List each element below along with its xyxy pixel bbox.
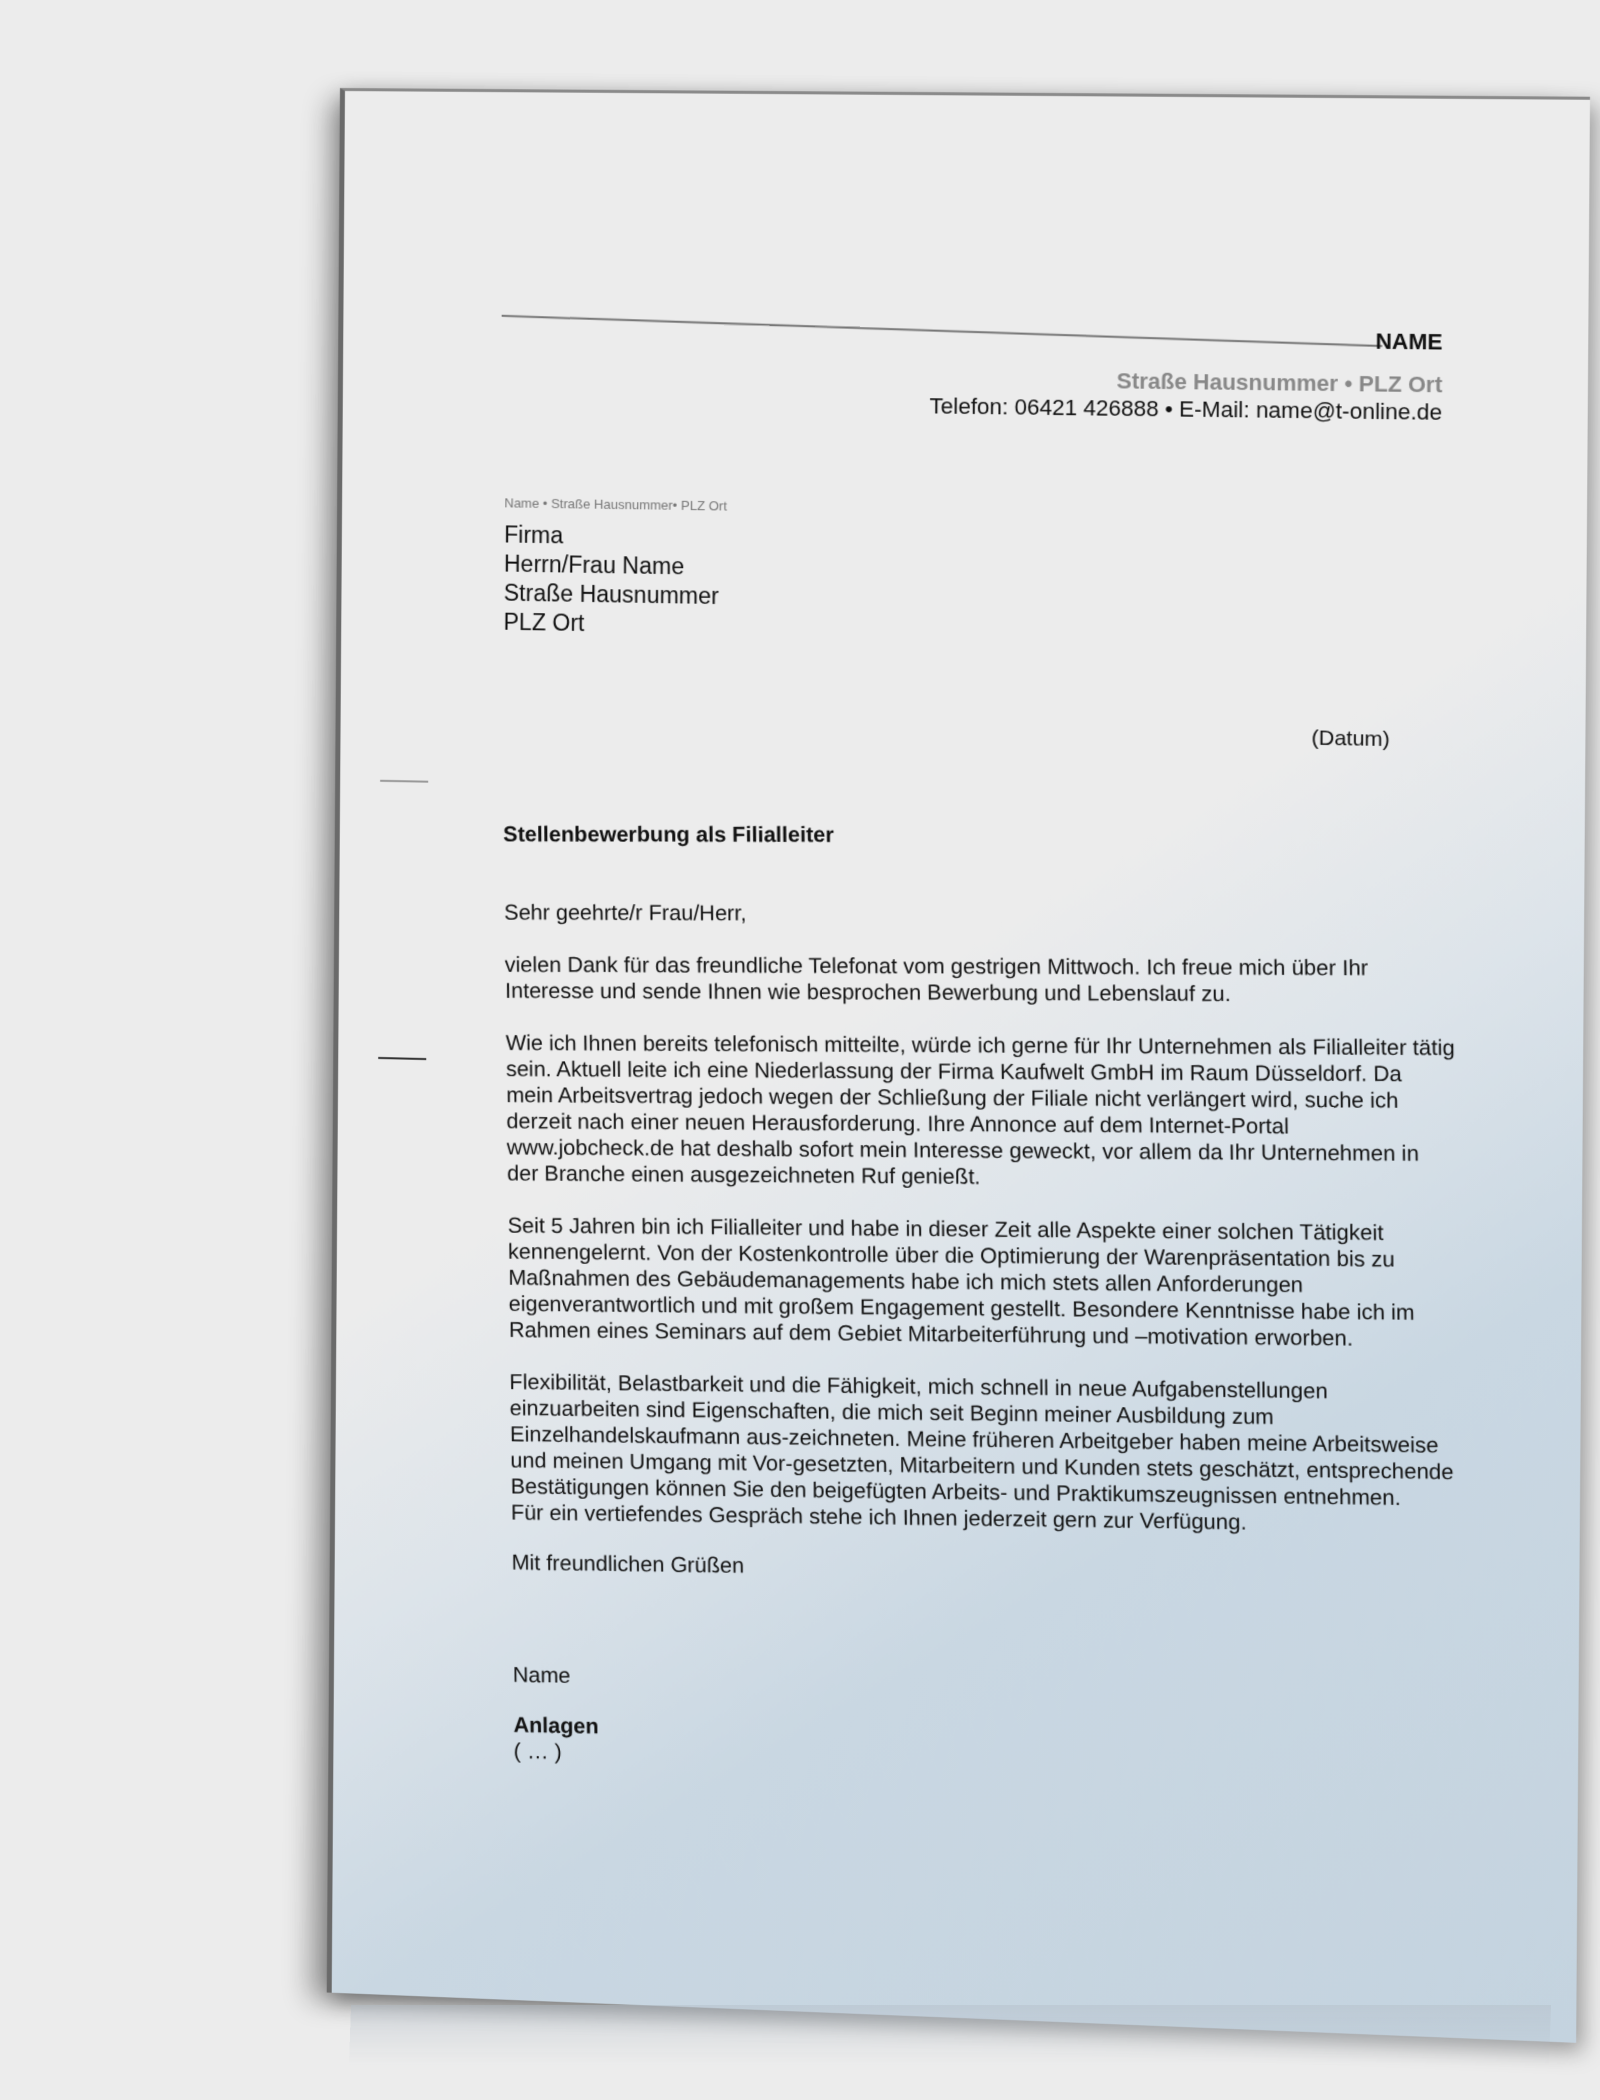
recipient-company: Firma	[504, 521, 564, 549]
signature-name: Name	[512, 1662, 571, 1688]
recipient-block	[503, 520, 719, 640]
sender-address: Straße Hausnummer • PLZ Ort	[1116, 368, 1443, 398]
enclosures-content: ( … )	[513, 1739, 562, 1765]
letter-subject: Stellenbewerbung als Filialleiter	[503, 822, 835, 847]
letter-paragraph: Seit 5 Jahren bin ich Filialleiter und habe in dieser Zeit alle Aspekte einer solchen Tätigkeit kennengelernt. Von der Kostenkontrolle über die Optimierung der Warenpräsentation bis zu Maßnahmen des Gebäudemanagements habe ich mich stets allen Anforderungen eigenverantwortlich und mit großem Engagement gestellt. Besondere Kenntnisse habe ich im Rahmen eines Seminars auf dem Gebiet Mitarbeiterführung und –motivation erworben.	[507, 1213, 1415, 1351]
enclosures-title: Anlagen	[513, 1713, 599, 1739]
letter-body	[503, 821, 1463, 1781]
letter-paragraph: Flexibilität, Belastbarkeit und die Fähigkeit, mich schnell in neue Aufgabenstellungen einzuarbeiten sind Eigenschaften, die mich seit Beginn meiner Ausbildung zum Einzelhandelskaufmann aus-zeichneten. Meine früheren Arbeitgeber haben meine Arbeitsweise und meinen Umgang mit Vor-gesetzten, Mitarbeitern und Kunden stets geschätzt, entsprechende Bestätigungen können Sie den beigefügten Arbeits- und Praktikumszeugnissen entnehmen.	[509, 1369, 1454, 1511]
letter-paragraph: Wie ich Ihnen bereits telefonisch mitteilte, würde ich gerne für Ihr Unternehmen als Filialleiter tätig sein. Aktuell leite ich eine Niederlassung der Firma Kaufwelt GmbH im Raum Düsseldorf. Da mein Arbeitsvertrag jedoch wegen der Schließung der Filiale nicht verlängert wird, suche ich derzeit nach einer neuen Herausforderung. Ihre Annonce auf dem Internet-Portal www.jobcheck.de hat deshalb sofort mein Interesse geweckt, vor allem da Ihr Unternehmen in der Branche einen ausgezeichneten Ruf genießt.	[505, 1030, 1456, 1190]
letter-date: (Datum)	[1311, 726, 1390, 752]
recipient-person: Herrn/Frau Name	[503, 550, 685, 580]
sheet-reflection	[349, 2005, 1551, 2065]
punch-mark	[378, 1057, 426, 1060]
letter-sheet	[327, 88, 1590, 2043]
letter-paragraph: Für ein vertiefendes Gespräch stehe ich Ihnen jederzeit gern zur Verfügung.	[510, 1500, 1247, 1535]
letter-closing: Mit freundlichen Grüßen	[511, 1550, 745, 1578]
return-address-line: Name • Straße Hausnummer• PLZ Ort	[504, 495, 728, 514]
recipient-street: Straße Hausnummer	[503, 579, 720, 610]
fold-mark-upper	[380, 780, 428, 783]
letter-paragraph: vielen Dank für das freundliche Telefonat vom gestrigen Mittwoch. Ich freue mich über Ihr Interesse und sende Ihnen wie besprochen Bewerbung und Lebenslauf zu.	[504, 952, 1369, 1007]
sender-contact: Telefon: 06421 426888 • E-Mail: name@t-online.de	[929, 393, 1443, 425]
sender-name: NAME	[1375, 328, 1443, 355]
letter-salutation: Sehr geehrte/r Frau/Herr,	[504, 900, 747, 926]
header-rule	[502, 315, 1383, 347]
recipient-city: PLZ Ort	[503, 608, 585, 637]
